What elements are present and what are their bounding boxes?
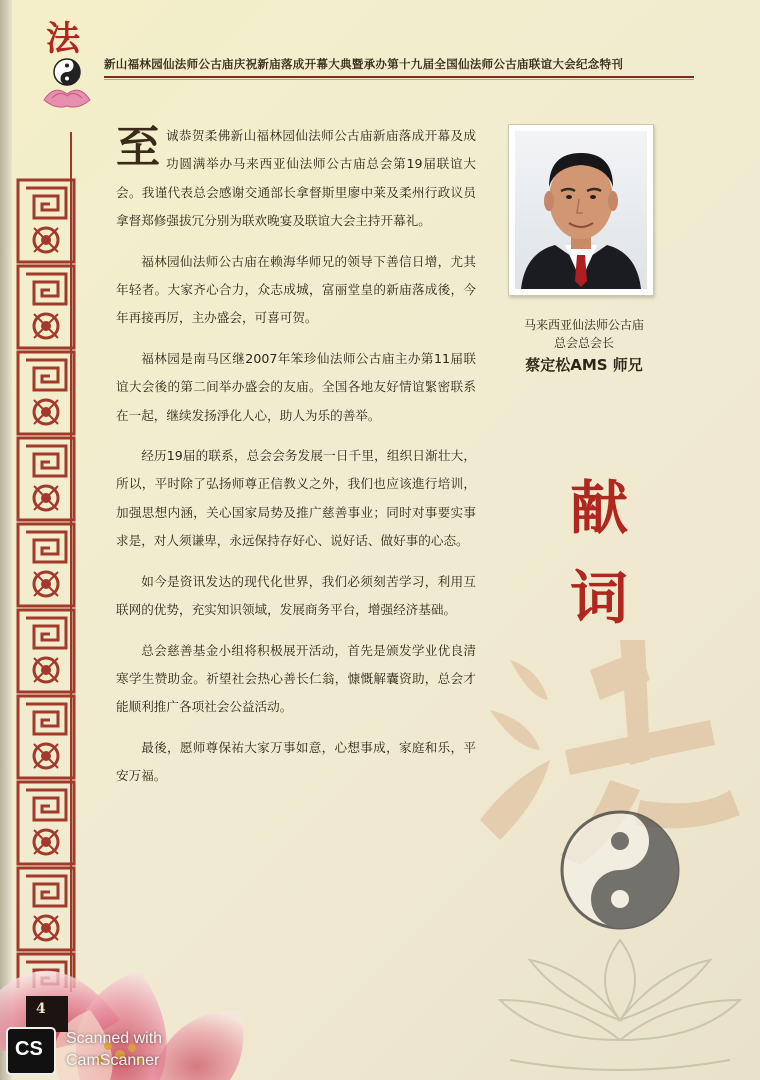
article-paragraph: 最後，愿师尊保祐大家万事如意，心想事成，家庭和乐，平安万福。 [116, 739, 476, 784]
article-paragraph: 福林园是南马区继2007年笨珍仙法师公古庙主办第11届联谊大会後的第二间举办盛会的友庙。全国各地友好情谊緊密联系在一起，继续发扬淨化人心，助人为乐的善举。 [116, 350, 476, 423]
camscanner-logo-text: CS [15, 1038, 43, 1060]
camscanner-logo [6, 1027, 56, 1075]
author-org-line2: 总会总会长 [553, 336, 614, 350]
paragraph-text: 诚恭贺柔佛新山福林园仙法师公古庙新庙落成开幕及成功圆满举办马来西亚仙法师公古庙总会第19届联谊大会。我谨代表总会感谢交通部长拿督斯里廖中莱及柔州行政议员拿督郑修强拔冗分别为联欢晚宴及联谊大会主持开幕礼。 [116, 128, 476, 229]
article-body [116, 122, 476, 803]
article-paragraph: 福林园仙法师公古庙在赖海华师兄的领导下善信日增，尤其年轻者。大家齐心合力，众志成城，富丽堂皇的新庙落成後，今年再接再厉，主办盛会，可喜可贺。 [116, 253, 476, 326]
section-title-char-1: 献 [569, 474, 628, 542]
logo-char: 法 [46, 19, 80, 59]
author-name: 蔡定松AMS 师兄 [525, 356, 643, 374]
section-title-char-2: 词 [569, 564, 628, 632]
header-divider-thin [104, 79, 694, 80]
calligraphy-watermark [470, 640, 760, 1080]
article-paragraph: 如今是资讯发达的现代化世界，我们必须刻苦学习，利用互联网的优势，充实知识领域，发展商务平台，增强经济基础。 [116, 573, 476, 618]
author-org-line1: 马来西亚仙法师公古庙 [523, 318, 644, 332]
scanner-watermark-line1: Scanned with [66, 1030, 163, 1047]
yin-yang-icon [562, 812, 678, 928]
portrait-image [515, 131, 647, 289]
article-paragraph: 总会慈善基金小组将积极展开活动，首先是颁发学业优良清寒学生赞助金。祈望社会热心善长仁翁，慷慨解囊资助，总会才能顺利推广各项社会公益活动。 [116, 642, 476, 715]
page-number: 4 [36, 1001, 46, 1017]
lotus-icon [500, 940, 740, 1070]
header-divider [104, 76, 694, 78]
drop-cap: 至 [116, 122, 160, 173]
temple-logo [34, 14, 104, 114]
header-title: 新山福林园仙法师公古庙庆祝新庙落成开幕大典暨承办第十九届全国仙法师公古庙联谊大会纪念特刊 [104, 57, 624, 71]
article-paragraph [116, 122, 476, 236]
article-paragraph: 经历19届的联系，总会会务发展一日千里，组织日渐壮大，所以，平时除了弘扬师尊正信教义之外，我们也应该進行培训，加强思想内涵，关心国家局势及推广慈善事业；同时对事要实事求是，对人须谦卑，永远保持存好心、说好话、做好事的心态。 [116, 448, 476, 549]
scanner-watermark-line2: CamScanner [66, 1052, 160, 1069]
fret-pattern-border [16, 178, 76, 988]
author-portrait [508, 124, 654, 296]
